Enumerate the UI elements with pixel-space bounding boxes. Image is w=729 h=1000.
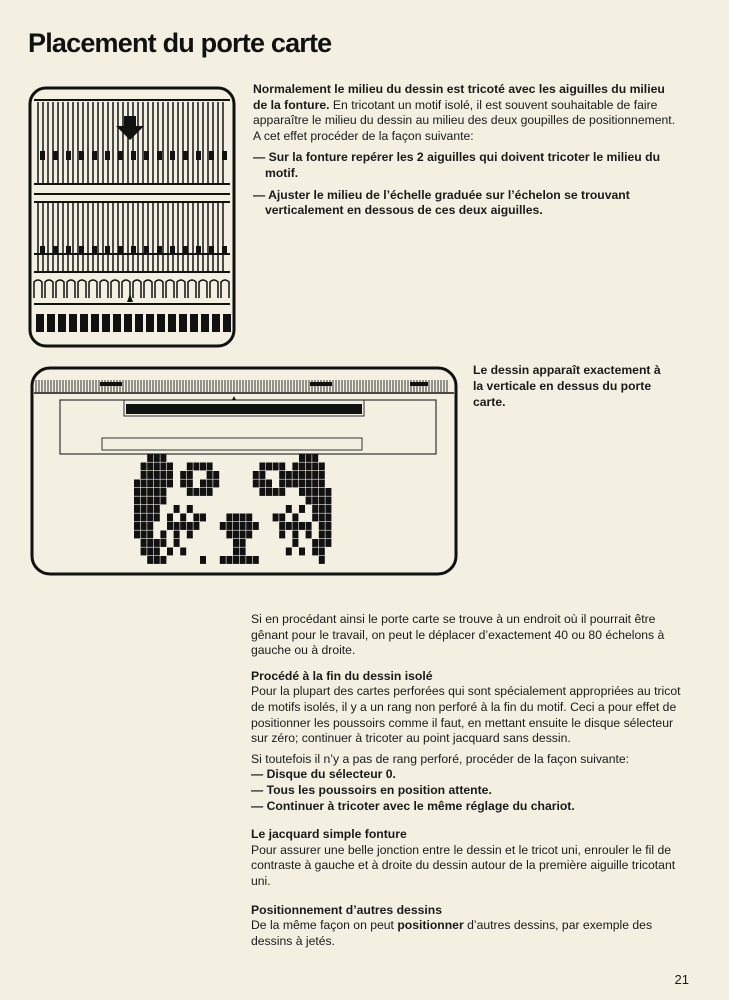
- step-2: — Ajuster le milieu de l’échelle graduée sur l’échelon se trouvant verticalement en dessous de ces deux aiguilles.: [253, 187, 630, 218]
- positioning-bold: positionner: [397, 918, 464, 933]
- intro-bold: Normalement le milieu du dessin est tricoté avec les aiguilles du milieu de la fonture.: [253, 82, 665, 112]
- card-holder-figure: [30, 366, 458, 576]
- jacquard-text: Pour assurer une belle jonction entre le dessin et le tricot uni, enrouler le fil de contraste à gauche et à droite du dessin autour de la première aiguille tricotant uni.: [251, 842, 676, 888]
- fin-text: Pour la plupart des cartes perforées qui sont spécialement appropriées au tricot de motifs isolés, il y a un rang non perforé à la fin du motif. Ceci a pour effet de positionner les poussoirs comme il faut, en mettant ensuite le disque sélecteur sur zéro; continuer à tricoter au point jacquard sans dessin.: [251, 684, 681, 746]
- positioning-text-b: d’autres dessins, par exemple des dessins à jetés.: [251, 918, 653, 948]
- page-number: 21: [674, 972, 689, 987]
- step-1: — Sur la fonture repérer les 2 aiguilles qui doivent tricoter le milieu du motif.: [253, 150, 661, 180]
- positioning-text: [251, 918, 683, 949]
- page-title: Placement du porte carte: [28, 28, 332, 58]
- needle-bed-figure: [28, 86, 236, 348]
- move-paragraph: Si en procédant ainsi le porte carte se trouve à un endroit où il pourrait être gênant pour le travail, on peut le déplacer d’exactement 40 ou 80 échelons à gauche ou à droite.: [251, 612, 665, 658]
- fin-list-1: — Disque du sélecteur 0.: [251, 767, 396, 782]
- intro-paragraph: [253, 82, 678, 144]
- positioning-heading: Positionnement d’autres dessins: [251, 902, 442, 917]
- intro-text: En tricotant un motif isolé, il est souvent souhaitable de faire apparaître le milieu du dessin au milieu des deux goupilles de positionnement. A cet effet procéder de la façon suivante:: [253, 97, 676, 143]
- positioning-text-a: De la même façon on peut: [251, 918, 398, 933]
- fin-list-3: — Continuer à tricoter avec le même réglage du chariot.: [251, 798, 575, 813]
- fin-list-2: — Tous les poussoirs en position attente.: [251, 782, 492, 797]
- fin-heading: Procédé à la fin du dessin isolé: [251, 668, 433, 683]
- fin-text-2: Si toutefois il n’y a pas de rang perforé, procéder de la façon suivante:: [251, 751, 630, 766]
- jacquard-heading: Le jacquard simple fonture: [251, 827, 407, 842]
- figure-caption: Le dessin apparaît exactement à la verticale en dessus du porte carte.: [473, 363, 661, 409]
